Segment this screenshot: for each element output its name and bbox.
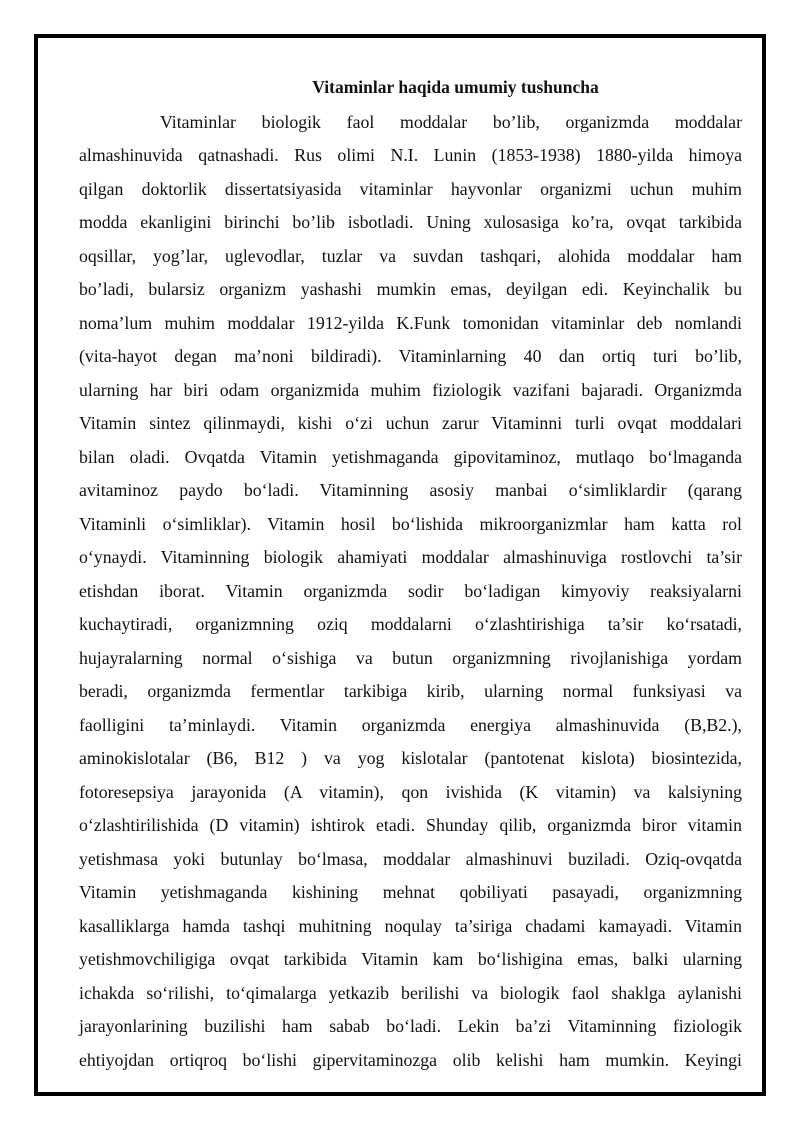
text-line: modda ekanligini birinchi bo’lib isbotladi. Uning xulosasiga ko’ra, ovqat tarkibida (79, 212, 742, 232)
text-line: yetishmovchiligiga ovqat tarkibida Vitamin kam bo‘lishigina emas, balki ularning (79, 949, 742, 969)
text-line: bilan oladi. Ovqatda Vitamin yetishmaganda gipovitaminoz, mutlaqo bo‘lmaganda (79, 447, 742, 467)
text-line: ichakda so‘rilishi, to‘qimalarga yetkazib berilishi va biologik faol shaklga aylanishi (79, 983, 742, 1003)
text-line: fotoresepsiya jarayonida (A vitamin), qon ivishida (K vitamin) va kalsiyning (79, 782, 742, 802)
text-line: yetishmasa yoki butunlay bo‘lmasa, moddalar almashinuvi buziladi. Oziq-ovqatda (79, 849, 742, 869)
text-line: beradi, organizmda fermentlar tarkibiga kirib, ularning normal funksiyasi va (79, 681, 742, 701)
text-line: Vitaminli o‘simliklar). Vitamin hosil bo‘lishida mikroorganizmlar ham katta rol (79, 514, 742, 534)
text-line: qilgan doktorlik dissertatsiyasida vitaminlar hayvonlar organizmi uchun muhim (79, 179, 742, 199)
text-line: ehtiyojdan ortiqroq bo‘lishi gipervitaminozga olib kelishi ham mumkin. Keyingi (79, 1050, 742, 1070)
text-line: avitaminoz paydo bo‘ladi. Vitaminning asosiy manbai o‘simliklardir (qarang (79, 480, 742, 500)
text-line: etishdan iborat. Vitamin organizmda sodir bo‘ladigan kimyoviy reaksiyalarni (79, 581, 742, 601)
text-line: o‘zlashtirilishida (D vitamin) ishtirok etadi. Shunday qilib, organizmda biror vitamin (79, 815, 742, 835)
text-line: ularning har biri odam organizmida muhim fiziologik vazifani bajaradi. Organizmda (79, 380, 742, 400)
text-line: noma’lum muhim moddalar 1912-yilda K.Funk tomonidan vitaminlar deb nomlandi (79, 313, 742, 333)
text-line: faolligini ta’minlaydi. Vitamin organizmda energiya almashinuvida (B,B2.), (79, 715, 742, 735)
text-line: hujayralarning normal o‘sishiga va butun organizmning rivojlanishiga yordam (79, 648, 742, 668)
text-line: almashinuvida qatnashadi. Rus olimi N.I. Lunin (1853-1938) 1880-yilda himoya (79, 145, 742, 165)
text-line: o‘ynaydi. Vitaminning biologik ahamiyati moddalar almashinuviga rostlovchi ta’sir (79, 547, 742, 567)
text-line: jarayonlarining buzilishi ham sabab bo‘ladi. Lekin ba’zi Vitaminning fiziologik (79, 1016, 742, 1036)
text-line: bo’ladi, bularsiz organizm yashashi mumkin emas, deyilgan edi. Keyinchalik bu (79, 279, 742, 299)
text-line: Vitamin sintez qilinmaydi, kishi o‘zi uchun zarur Vitaminni turli ovqat moddalari (79, 413, 742, 433)
text-line: oqsillar, yog’lar, uglevodlar, tuzlar va suvdan tashqari, alohida moddalar ham (79, 246, 742, 266)
text-line: kasalliklarga hamda tashqi muhitning noqulay ta’siriga chadami kamayadi. Vitamin (79, 916, 742, 936)
text-line: Vitaminlar biologik faol moddalar bo’lib, organizmda moddalar (160, 112, 742, 132)
text-line: aminokislotalar (B6, B12 ) va yog kislotalar (pantotenat kislota) biosintezida, (79, 748, 742, 768)
document-title: Vitaminlar haqida umumiy tushuncha (312, 77, 599, 97)
text-line: Vitamin yetishmaganda kishining mehnat qobiliyati pasayadi, organizmning (79, 882, 742, 902)
text-line: (vita-hayot degan ma’noni bildiradi). Vitaminlarning 40 dan ortiq turi bo’lib, (79, 346, 742, 366)
text-line: kuchaytiradi, organizmning oziq moddalarni o‘zlashtirishiga ta’sir ko‘rsatadi, (79, 614, 742, 634)
